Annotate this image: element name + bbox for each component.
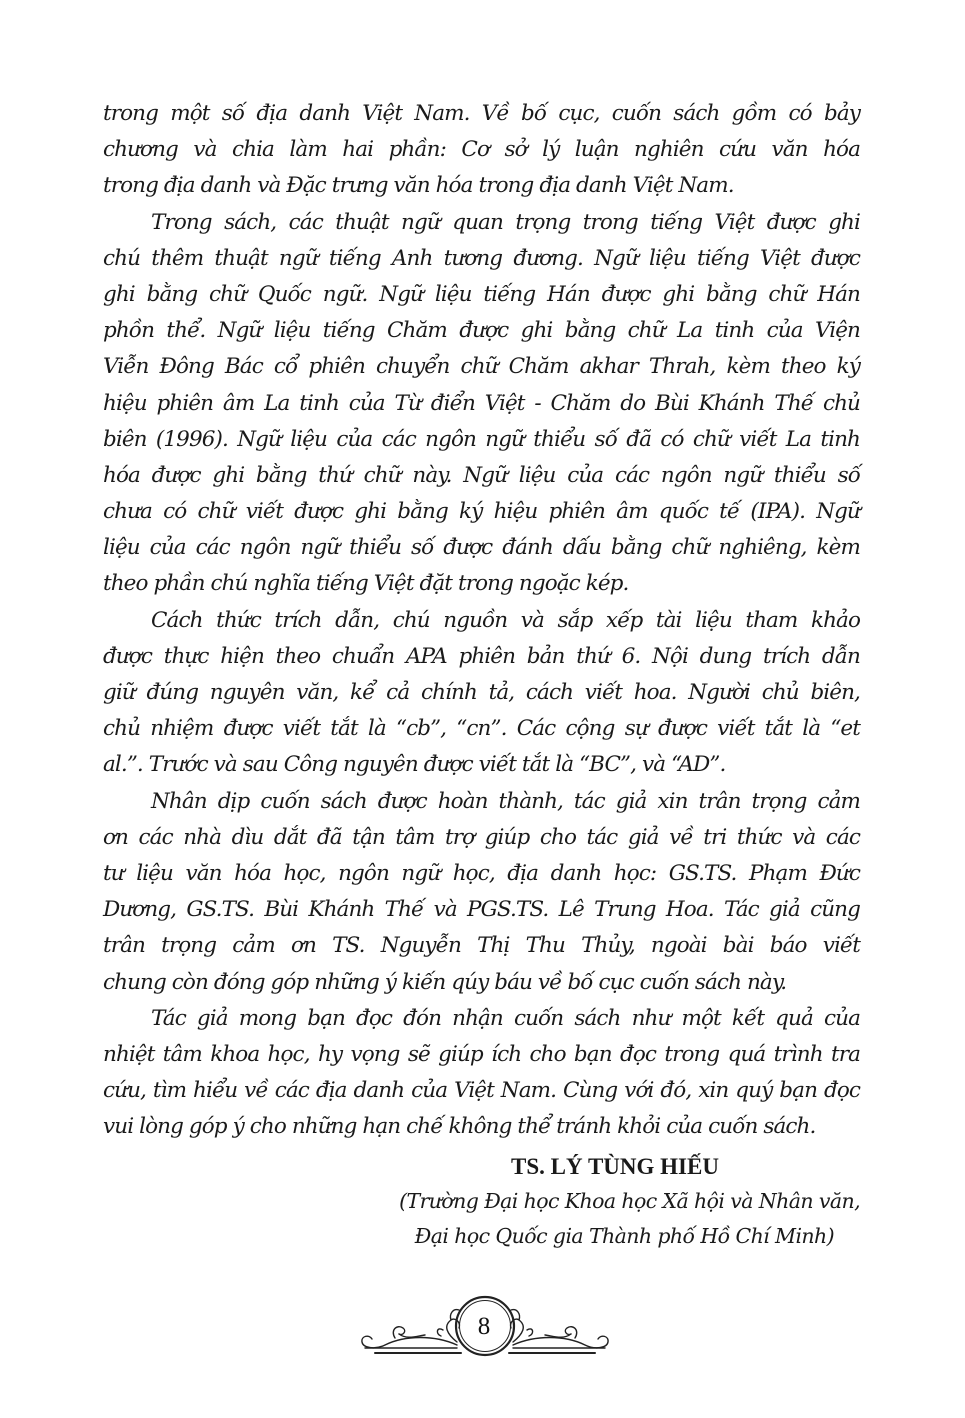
paragraph-1 xyxy=(103,96,860,205)
text-line: chưa có chữ viết được ghi bằng ký hiệu phiên âm quốc tế (IPA). Ngữ xyxy=(103,499,860,525)
text-line: tư liệu văn hóa học, ngôn ngữ học, địa danh học: GS.TS. Phạm Đức xyxy=(103,860,860,886)
text-line: ghi bằng chữ Quốc ngữ. Ngữ liệu tiếng Hán được ghi bằng chữ Hán xyxy=(103,281,860,307)
text-line: chương và chia làm hai phần: Cơ sở lý luận nghiên cứu văn hóa xyxy=(103,137,860,163)
text-line: chủ nhiệm được viết tắt là “cb”, “cn”. Các cộng sự được viết tắt là “et xyxy=(103,716,860,742)
text-line: liệu của các ngôn ngữ thiểu số được đánh dấu bằng chữ nghiêng, kèm xyxy=(103,535,860,561)
paragraph-3 xyxy=(103,603,860,784)
text-line: al.”. Trước và sau Công nguyên được viết tắt là “BC”, và “AD”. xyxy=(103,752,726,778)
author-affiliation-line-1: (Trường Đại học Khoa học Xã hội và Nhân văn, xyxy=(399,1189,860,1213)
text-line: ơn các nhà dìu dắt đã tận tâm trợ giúp cho tác giả về tri thức và các xyxy=(103,824,860,850)
text-line: chung còn đóng góp những ý kiến qúy báu về bố cục cuốn sách này. xyxy=(103,969,787,995)
text-line: giữ đúng nguyên văn, kể cả chính tả, cách viết hoa. Người chủ biên, xyxy=(103,680,860,705)
text-line: hóa được ghi bằng thứ chữ này. Ngữ liệu của các ngôn ngữ thiểu số xyxy=(103,462,860,488)
text-line: chú thêm thuật ngữ tiếng Anh tương đương. Ngữ liệu tiếng Việt được xyxy=(103,245,860,271)
text-line: vui lòng góp ý cho những hạn chế không thể tránh khỏi của cuốn sách. xyxy=(103,1114,816,1140)
text-line: biên (1996). Ngữ liệu của các ngôn ngữ thiểu số đã có chữ viết La tinh xyxy=(103,426,860,452)
text-line: Cách thức trích dẫn, chú nguồn và sắp xếp tài liệu tham khảo xyxy=(151,607,860,633)
paragraph-4 xyxy=(103,784,860,1001)
text-line: Dương, GS.TS. Bùi Khánh Thế và PGS.TS. Lê Trung Hoa. Tác giả cũng xyxy=(103,897,860,923)
author-affiliation-line-2: Đại học Quốc gia Thành phố Hồ Chí Minh) xyxy=(414,1224,834,1248)
text-line: phồn thể. Ngữ liệu tiếng Chăm được ghi bằng chữ La tinh của Viện xyxy=(103,318,860,344)
text-line: nhiệt tâm khoa học, hy vọng sẽ giúp ích cho bạn đọc trong quá trình tra xyxy=(103,1041,860,1067)
text-line: hiệu phiên âm La tinh của Từ điển Việt - Chăm do Bùi Khánh Thế chủ xyxy=(103,390,860,416)
text-line: Nhân dịp cuốn sách được hoàn thành, tác giả xin trân trọng cảm xyxy=(151,788,860,814)
text-line: Trong sách, các thuật ngữ quan trọng trong tiếng Việt được ghi xyxy=(151,209,860,235)
paragraph-2 xyxy=(103,205,860,603)
text-line: trong địa danh và Đặc trưng văn hóa trong địa danh Việt Nam. xyxy=(103,173,734,199)
paragraph-5 xyxy=(103,1001,860,1146)
text-line: Tác giả mong bạn đọc đón nhận cuốn sách như một kết quả của xyxy=(151,1005,860,1031)
text-line: được thực hiện theo chuẩn APA phiên bản thứ 6. Nội dung trích dẫn xyxy=(103,643,860,669)
page-number: 8 xyxy=(477,1313,491,1340)
author-name: TS. LÝ TÙNG HIẾU xyxy=(511,1154,719,1179)
text-line: theo phần chú nghĩa tiếng Việt đặt trong ngoặc kép. xyxy=(103,571,629,597)
signature-block xyxy=(330,1150,860,1254)
text-line: trân trọng cảm ơn TS. Nguyễn Thị Thu Thủy, ngoài bài báo viết xyxy=(103,933,860,959)
text-line: cứu, tìm hiểu về các địa danh của Việt Nam. Cùng với đó, xin quý bạn đọc xyxy=(103,1078,860,1104)
text-line: Viễn Đông Bác cổ phiên chuyển chữ Chăm akhar Thrah, kèm theo ký xyxy=(103,354,860,380)
text-line: trong một số địa danh Việt Nam. Về bố cục, cuốn sách gồm có bảy xyxy=(103,101,860,126)
body-text xyxy=(103,96,860,1145)
